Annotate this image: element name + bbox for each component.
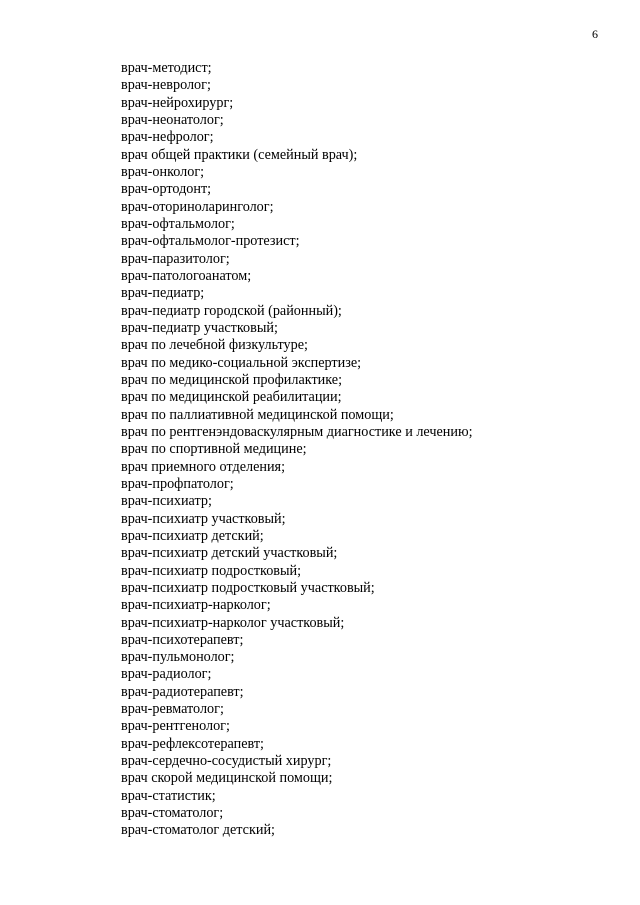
list-item: врач-радиолог; [121, 666, 212, 683]
list-item: врач-офтальмолог-протезист; [121, 233, 300, 250]
list-item: врач по медико-социальной экспертизе; [121, 354, 362, 371]
list-item: врач-психотерапевт; [121, 631, 244, 648]
list-item: врач-психиатр подростковый участковый; [121, 579, 375, 596]
list-item: врач-психиатр детский участковый; [121, 545, 338, 562]
list-item: врач-психиатр; [121, 493, 212, 510]
list-item: врач-педиатр; [121, 285, 205, 302]
list-item: врач-методист; [121, 60, 212, 76]
list-item: врач-пульмонолог; [121, 649, 235, 666]
list-item: врач по паллиативной медицинской помощи; [121, 406, 394, 423]
list-item: врач-психиатр-нарколог участковый; [121, 614, 345, 631]
list-item: врач по лечебной физкультуре; [121, 337, 308, 354]
list-item: врач-нефролог; [121, 129, 214, 146]
list-item: врач-паразитолог; [121, 250, 230, 267]
list-item: врач по медицинской профилактике; [121, 371, 343, 388]
list-item: врач-невролог; [121, 77, 211, 94]
list-item: врач-статистик; [121, 787, 216, 804]
list-item: врач-радиотерапевт; [121, 683, 244, 700]
list-item: врач общей практики (семейный врач); [121, 146, 358, 163]
list-item: врач-патологоанатом; [121, 267, 252, 284]
list-item: врач-оториноларинголог; [121, 198, 274, 215]
list-item: врач по медицинской реабилитации; [121, 389, 342, 406]
list-item: врач-рефлексотерапевт; [121, 735, 264, 752]
list-item: врач-офтальмолог; [121, 215, 235, 232]
list-item: врач по спортивной медицине; [121, 441, 307, 458]
list-item: врач-нейрохирург; [121, 94, 234, 111]
list-item: врач по рентгенэндоваскулярным диагностике и лечению; [121, 423, 473, 440]
specialty-list [121, 60, 473, 840]
page-number: 6 [592, 27, 598, 41]
list-item: врач-педиатр городской (районный); [121, 302, 342, 319]
list-item: врач-онколог; [121, 163, 205, 180]
list-item: врач-рентгенолог; [121, 718, 230, 735]
list-item: врач-стоматолог; [121, 805, 224, 822]
list-item: врач-стоматолог детский; [121, 822, 275, 839]
list-item: врач-ортодонт; [121, 181, 212, 198]
list-item: врач-психиатр детский; [121, 527, 264, 544]
list-item: врач-психиатр подростковый; [121, 562, 302, 579]
list-item: врач-психиатр-нарколог; [121, 597, 271, 614]
list-item: врач-профпатолог; [121, 475, 234, 492]
list-item: врач-сердечно-сосудистый хирург; [121, 753, 332, 770]
list-item: врач-ревматолог; [121, 701, 224, 718]
list-item: врач-психиатр участковый; [121, 510, 286, 527]
list-item: врач-педиатр участковый; [121, 319, 278, 336]
list-item: врач приемного отделения; [121, 458, 286, 475]
list-item: врач скорой медицинской помощи; [121, 770, 333, 787]
list-item: врач-неонатолог; [121, 111, 224, 128]
